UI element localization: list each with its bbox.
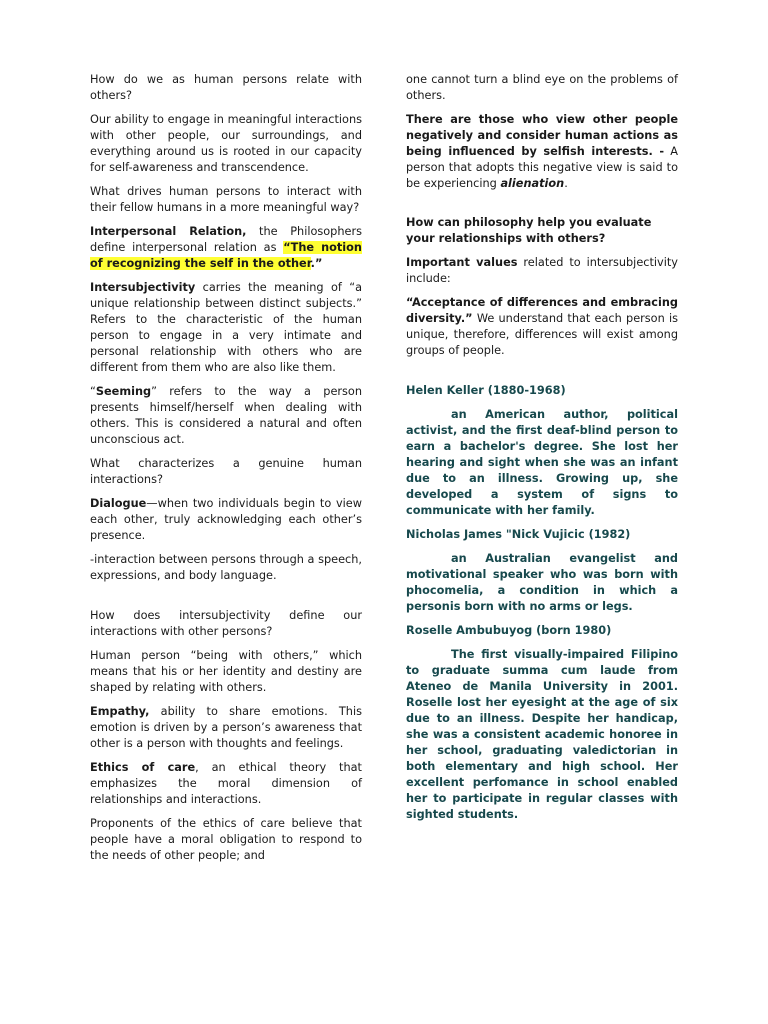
term-alienation: alienation [500, 177, 565, 190]
heading-helen-keller [406, 383, 678, 399]
empathy-text: ability to share emotions. This emotion is driven by a person’s awareness that other is a person with thoughts and feelings. [90, 705, 362, 750]
paragraph-helen-keller [406, 407, 678, 519]
term-dialogue: Dialogue [90, 497, 147, 510]
paragraph-empathy [90, 704, 362, 752]
seeming-quote-open: “ [90, 385, 96, 398]
term-seeming: Seeming [95, 385, 152, 398]
roselle-text: The first visually-impaired Filipino to graduate summa cum laude from Ateneo de Manila University in 2001. Roselle lost her eyesight at the age of six due to an illness. Despite her handicap, she was a consistent academic honoree in her school, graduating valedictorian in both elementary and high school. Her excellent perfomance in school enabled her to participate in regular classes with sighted students. [406, 648, 678, 821]
paragraph-ability-text: Our ability to engage in meaningful interactions with other people, our surroundings, and everything around us is rooted in our capacity for self-awareness and transcendence. [90, 113, 362, 174]
question-drives-text: What drives human persons to interact with their fellow humans in a more meaningful way? [90, 185, 362, 214]
question-intersubjectivity-text: How does intersubjectivity define our interactions with other persons? [90, 609, 362, 638]
negative-view-text: A person that adopts this negative view is said to be experiencing [406, 145, 678, 190]
paragraph-interpersonal [90, 224, 362, 272]
paragraph-interaction [90, 552, 362, 584]
paragraph-negative-view [406, 112, 678, 192]
question-drives [90, 184, 362, 216]
paragraph-acceptance [406, 295, 678, 359]
paragraph-values [406, 255, 678, 287]
blind-eye-text: one cannot turn a blind eye on the problems of others. [406, 73, 678, 102]
intersubjectivity-text: carries the meaning of “a unique relationship between distinct subjects.” Refers to the characteristic of the human person to engage in a very intimate and personal relationship with others who are different from them who are also like them. [90, 281, 362, 374]
question-philosophy [406, 215, 678, 247]
right-column [406, 72, 678, 831]
paragraph-roselle-ambubuyog [406, 647, 678, 823]
values-text: related to intersubjectivity include: [406, 256, 678, 285]
term-interpersonal: Interpersonal Relation, [90, 225, 247, 238]
paragraph-dialogue [90, 496, 362, 544]
question-philosophy-text: How can philosophy help you evaluate your relationships with others? [406, 216, 652, 245]
nick-vujicic-heading-text: Nicholas James "Nick Vujicic (1982) [406, 528, 631, 541]
paragraph-intersubjectivity [90, 280, 362, 376]
question-relate-text: How do we as human persons relate with others? [90, 73, 362, 102]
interpersonal-quote-close: .” [310, 257, 323, 270]
proponents-text: Proponents of the ethics of care believe that people have a moral obligation to respond to the needs of other people; and [90, 817, 362, 862]
paragraph-nick-vujicic [406, 551, 678, 615]
paragraph-being-with-others [90, 648, 362, 696]
term-important-values: Important values [406, 256, 518, 269]
interpersonal-quote-open: “ [283, 241, 291, 254]
paragraph-blind-eye [406, 72, 678, 104]
paragraph-seeming [90, 384, 362, 448]
heading-roselle-ambubuyog [406, 623, 678, 639]
being-with-others-text: Human person “being with others,” which means that his or her identity and destiny are shaped by relating with others. [90, 649, 362, 694]
negative-view-bold: There are those who view other people negatively and consider human actions as being influenced by selfish interests. - [406, 113, 678, 158]
helen-keller-heading-text: Helen Keller (1880-1968) [406, 384, 566, 397]
question-relate [90, 72, 362, 104]
question-genuine [90, 456, 362, 488]
term-empathy: Empathy, [90, 705, 150, 718]
interpersonal-text: the Philosophers define interpersonal relation as [90, 225, 362, 254]
negative-view-end: . [564, 177, 568, 190]
highlighted-definition: The notion of recognizing the self in the other [90, 241, 362, 270]
question-intersubjectivity [90, 608, 362, 640]
acceptance-text: We understand that each person is unique, therefore, differences will exist among groups of people. [406, 312, 678, 357]
helen-keller-text: an American author, political activist, and the first deaf-blind person to earn a bachelor's degree. She lost her hearing and sight when she was an infant due to an illness. Growing up, she developed a system of signs to communicate with her family. [406, 408, 678, 517]
roselle-heading-text: Roselle Ambubuyog (born 1980) [406, 624, 612, 637]
paragraph-ethics [90, 760, 362, 808]
left-column [90, 72, 362, 872]
heading-nick-vujicic [406, 527, 678, 543]
term-ethics-of-care: Ethics of care [90, 761, 196, 774]
acceptance-quote: “Acceptance of differences and embracing diversity.” [406, 296, 678, 325]
seeming-text: ” refers to the way a person presents himself/herself when dealing with others. This is considered a natural and often unconscious act. [90, 385, 362, 446]
paragraph-proponents [90, 816, 362, 864]
question-genuine-text: What characterizes a genuine human interactions? [90, 457, 362, 486]
nick-vujicic-text: an Australian evangelist and motivational speaker who was born with phocomelia, a condition in which a personis born with no arms or legs. [406, 552, 678, 613]
paragraph-ability [90, 112, 362, 176]
ethics-text: , an ethical theory that emphasizes the moral dimension of relationships and interactions. [90, 761, 362, 806]
interaction-text: -interaction between persons through a speech, expressions, and body language. [90, 553, 362, 582]
dialogue-text: —when two individuals begin to view each other, truly acknowledging each other’s presence. [90, 497, 362, 542]
term-intersubjectivity: Intersubjectivity [90, 281, 196, 294]
